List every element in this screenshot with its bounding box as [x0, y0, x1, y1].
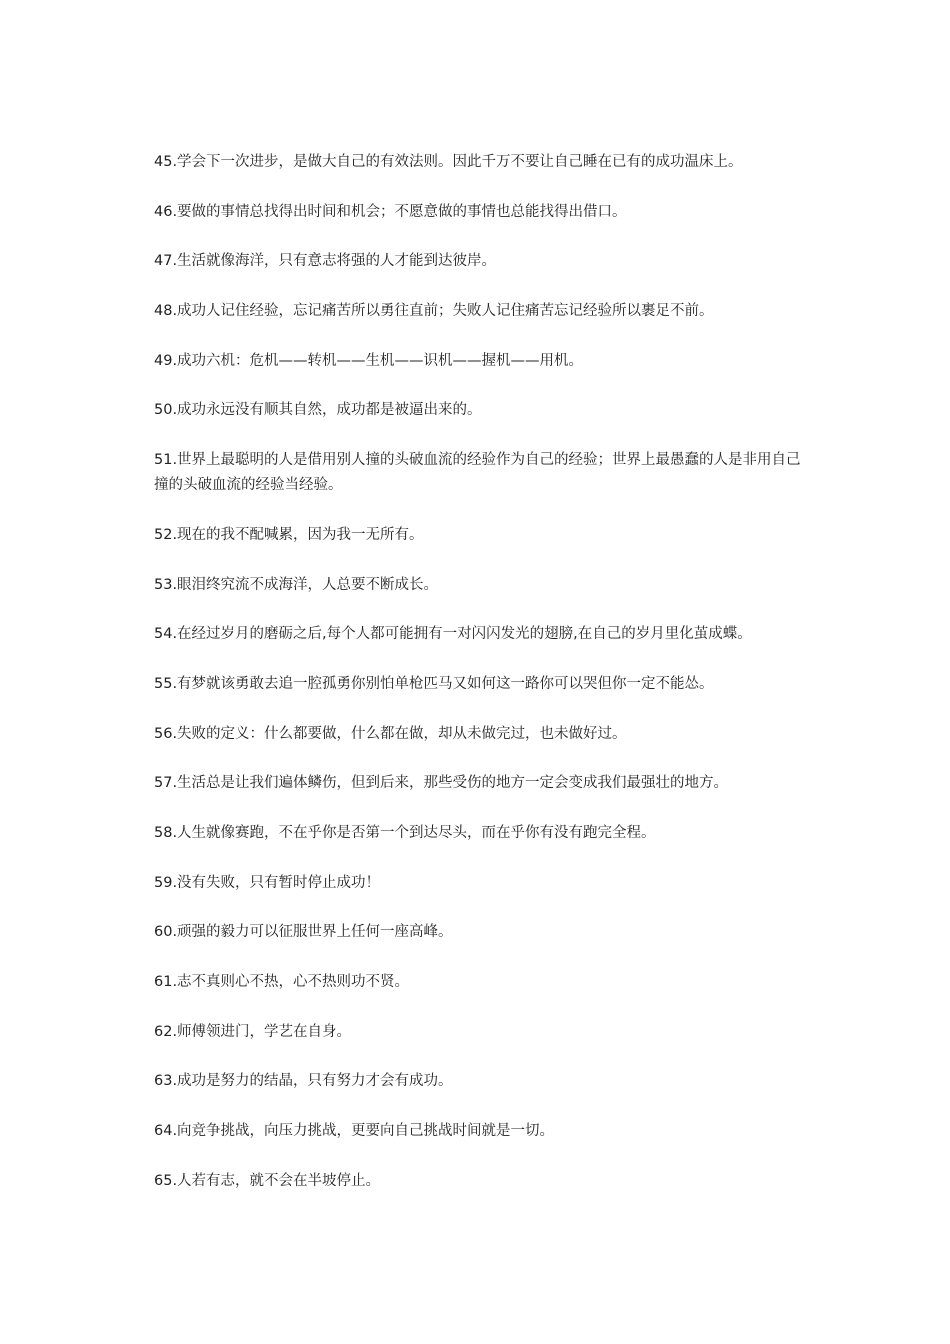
list-item: 55.有梦就该勇敢去追一腔孤勇你别怕单枪匹马又如何这一路你可以哭但你一定不能怂。 [154, 675, 714, 692]
list-item: 57.生活总是让我们遍体鳞伤，但到后来，那些受伤的地方一定会变成我们最强壮的地方。 [154, 775, 729, 792]
list-item: 64.向竞争挑战，向压力挑战，更要向自己挑战时间就是一切。 [154, 1123, 555, 1140]
list-item: 54.在经过岁月的磨砺之后,每个人都可能拥有一对闪闪发光的翅膀,在自己的岁月里化茧成蝶。 [154, 626, 752, 643]
list-item: 61.志不真则心不热，心不热则功不贤。 [154, 974, 410, 990]
list-item: 63.成功是努力的结晶，只有努力才会有成功。 [154, 1073, 453, 1090]
quote-list [154, 150, 814, 1218]
list-item: 59.没有失败，只有暂时停止成功！ [154, 874, 381, 891]
list-item: 49.成功六机：危机——转机——生机——识机——握机——用机。 [154, 352, 584, 369]
list-item: 46.要做的事情总找得出时间和机会；不愿意做的事情也总能找得出借口。 [154, 203, 627, 220]
list-item: 50.成功永远没有顺其自然，成功都是被逼出来的。 [154, 402, 482, 419]
list-item: 65.人若有志，就不会在半坡停止。 [154, 1172, 381, 1189]
list-item: 53.眼泪终究流不成海洋，人总要不断成长。 [154, 576, 439, 593]
list-item: 45.学会下一次进步，是做大自己的有效法则。因此千万不要让自己睡在已有的成功温床上。 [154, 154, 743, 170]
list-item: 56.失败的定义：什么都要做，什么都在做，却从未做完过，也未做好过。 [154, 725, 627, 742]
list-item: 60.顽强的毅力可以征服世界上任何一座高峰。 [154, 924, 453, 941]
list-item: 47.生活就像海洋，只有意志将强的人才能到达彼岸。 [154, 253, 497, 270]
list-item: 58.人生就像赛跑，不在乎你是否第一个到达尽头，而在乎你有没有跑完全程。 [154, 824, 656, 841]
list-item: 51.世界上最聪明的人是借用别人撞的头破血流的经验作为自己的经验；世界上最愚蠢的人是非用自己撞的头破血流的经验当经验。 [154, 452, 801, 494]
list-item: 52.现在的我不配喊累，因为我一无所有。 [154, 526, 424, 543]
list-item: 62.师傅领进门，学艺在自身。 [154, 1023, 352, 1040]
list-item: 48.成功人记住经验，忘记痛苦所以勇往直前；失败人记住痛苦忘记经验所以裹足不前。 [154, 303, 714, 320]
